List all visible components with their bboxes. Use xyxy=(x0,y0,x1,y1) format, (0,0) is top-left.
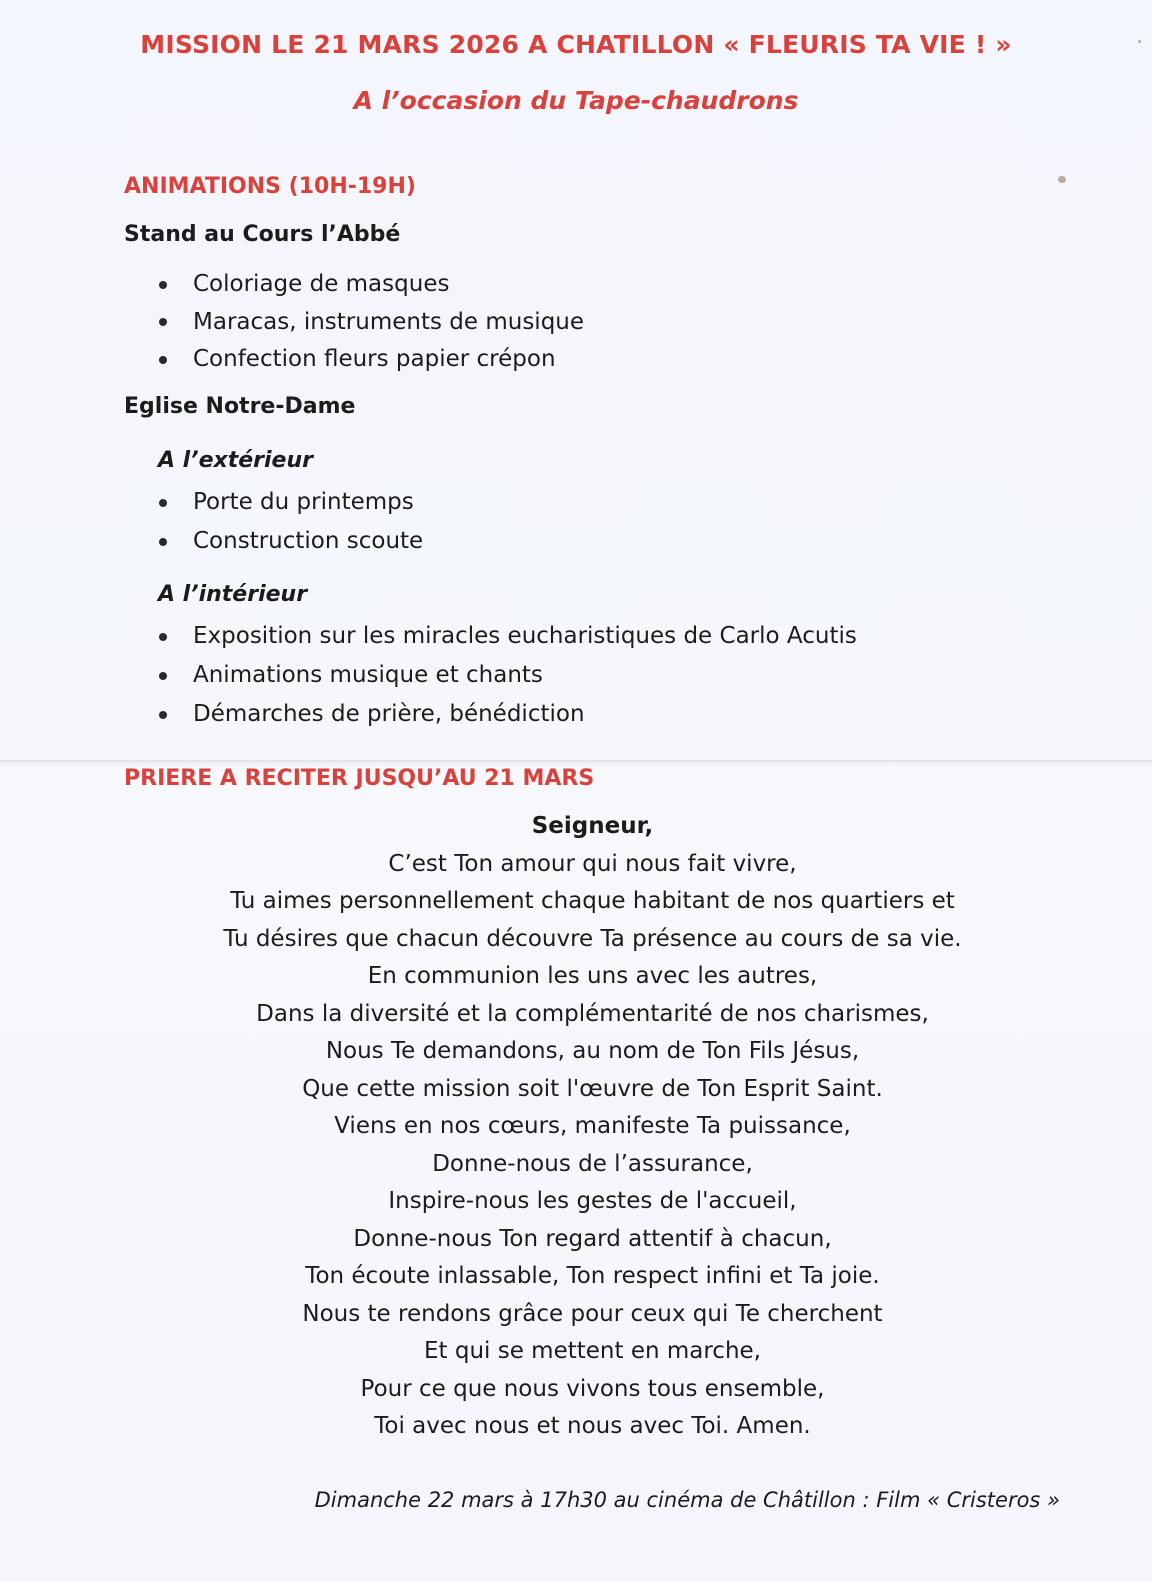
bullet-icon xyxy=(159,356,167,364)
church-heading: Eglise Notre-Dame xyxy=(124,394,356,419)
list-item-text: Porte du printemps xyxy=(193,489,414,515)
exterior-heading: A l’extérieur xyxy=(158,448,313,473)
prayer-line: Ton écoute inlassable, Ton respect infini et Ta joie. xyxy=(305,1263,880,1289)
interior-list xyxy=(158,617,857,734)
prayer-line: Que cette mission soit l'œuvre de Ton Esprit Saint. xyxy=(302,1075,883,1102)
paper-speck xyxy=(1058,176,1066,183)
bullet-icon xyxy=(159,672,167,680)
list-item-text: Démarches de prière, bénédiction xyxy=(193,701,585,727)
prayer-line: Seigneur, xyxy=(531,813,654,839)
document-title: MISSION LE 21 MARS 2026 A CHATILLON « FLEURIS TA VIE ! » xyxy=(140,30,1012,59)
stand-heading: Stand au Cours l’Abbé xyxy=(124,222,401,247)
prayer-heading: PRIERE A RECITER JUSQU’AU 21 MARS xyxy=(124,766,595,791)
stand-list xyxy=(158,266,584,379)
list-item-text: Confection fleurs papier crépon xyxy=(193,346,556,372)
list-item-text: Construction scoute xyxy=(193,528,424,554)
prayer-line: C’est Ton amour qui nous fait vivre, xyxy=(388,850,797,877)
animations-heading: ANIMATIONS (10H-19H) xyxy=(124,174,416,199)
prayer-line: Nous Te demandons, au nom de Ton Fils Jésus, xyxy=(325,1038,860,1064)
list-item xyxy=(158,304,584,342)
list-item xyxy=(158,617,857,656)
bullet-icon xyxy=(159,633,167,641)
bullet-icon xyxy=(159,281,167,289)
list-item-text: Coloriage de masques xyxy=(193,271,450,297)
list-item-text: Exposition sur les miracles eucharistiques de Carlo Acutis xyxy=(193,623,857,649)
prayer-line: Donne-nous de l’assurance, xyxy=(432,1150,753,1177)
prayer-line: Et qui se mettent en marche, xyxy=(423,1338,761,1364)
prayer-line: Donne-nous Ton regard attentif à chacun, xyxy=(353,1225,832,1252)
prayer-line: Tu désires que chacun découvre Ta présence au cours de sa vie. xyxy=(223,925,962,952)
document-subtitle: A l’occasion du Tape-chaudrons xyxy=(353,86,799,115)
list-item-text: Animations musique et chants xyxy=(193,662,543,688)
interior-heading: A l’intérieur xyxy=(158,582,308,607)
prayer-text xyxy=(90,808,1095,1446)
paper-fold-line xyxy=(0,760,1152,762)
bullet-icon xyxy=(159,499,167,507)
list-item xyxy=(158,656,857,695)
prayer-line: Pour ce que nous vivons tous ensemble, xyxy=(360,1375,825,1402)
bullet-icon xyxy=(159,711,167,719)
list-item xyxy=(158,341,584,379)
list-item xyxy=(158,266,584,304)
list-item xyxy=(158,695,857,734)
exterior-list xyxy=(158,483,423,561)
prayer-line: Inspire-nous les gestes de l'accueil, xyxy=(388,1188,797,1214)
prayer-line: En communion les uns avec les autres, xyxy=(367,963,818,989)
list-item xyxy=(158,522,423,561)
list-item-text: Maracas, instruments de musique xyxy=(193,308,585,335)
bullet-icon xyxy=(159,538,167,546)
prayer-line: Viens en nos cœurs, manifeste Ta puissance, xyxy=(334,1113,851,1139)
bullet-icon xyxy=(159,318,167,326)
prayer-line: Tu aimes personnellement chaque habitant de nos quartiers et xyxy=(230,888,955,914)
prayer-line: Toi avec nous et nous avec Toi. Amen. xyxy=(374,1413,811,1439)
film-announcement: Dimanche 22 mars à 17h30 au cinéma de Châtillon : Film « Cristeros » xyxy=(314,1488,1060,1512)
list-item xyxy=(158,483,423,522)
prayer-line: Nous te rendons grâce pour ceux qui Te cherchent xyxy=(302,1300,883,1327)
prayer-line: Dans la diversité et la complémentarité de nos charismes, xyxy=(256,1000,929,1027)
